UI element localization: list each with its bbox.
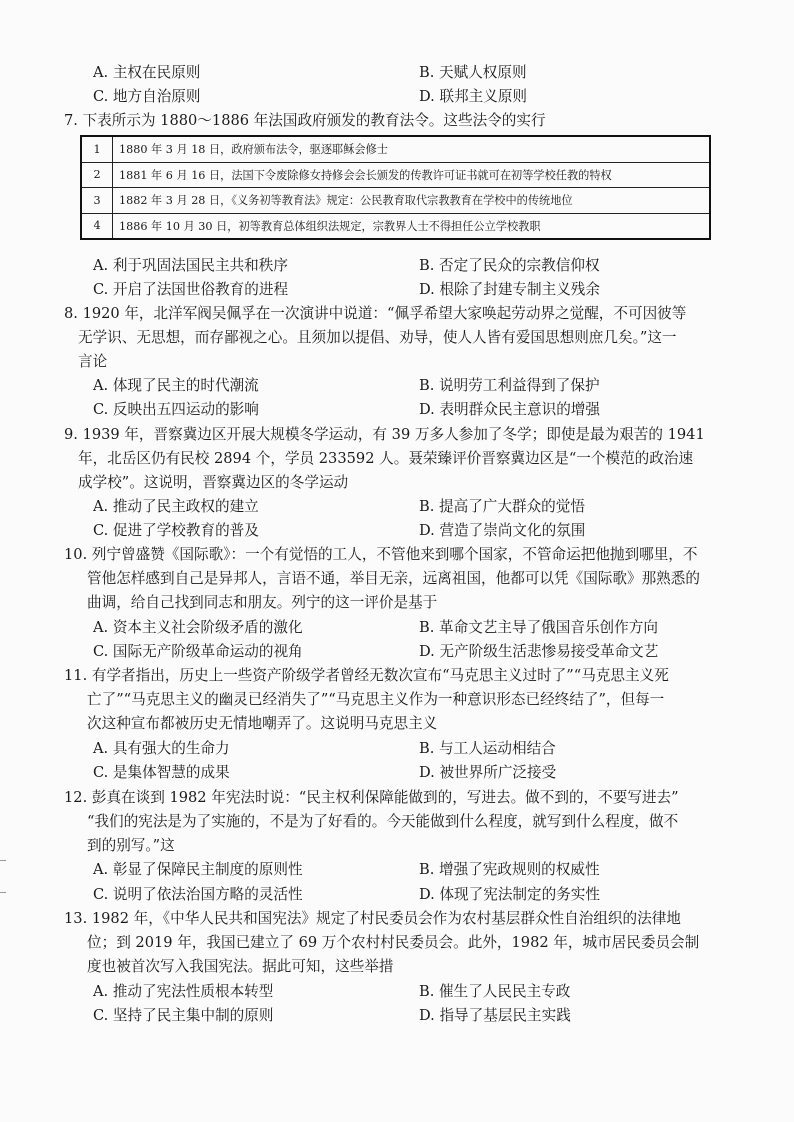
q9-stem-line2: 年，北岳区仍有民校 2894 个，学员 233592 人。聂荣臻评价晋察冀边区是“一个模范的政治速: [78, 450, 694, 467]
q8-option-c: C. 反映出五四运动的影响: [93, 401, 259, 418]
q6-option-c: C. 地方自治原则: [93, 88, 201, 105]
row-number: 3: [81, 188, 113, 214]
q9-option-d: D. 营造了崇尚文化的氛围: [419, 522, 586, 539]
q9-option-c: C. 促进了学校教育的普及: [93, 522, 259, 539]
q7-option-b: B. 否定了民众的宗教信仰权: [419, 257, 600, 274]
q8-option-d: D. 表明群众民主意识的增强: [419, 401, 600, 418]
row-number: 1: [81, 136, 113, 162]
q11-option-a: A. 具有强大的生命力: [93, 740, 230, 757]
q13-stem-line1: 13. 1982 年，《中华人民共和国宪法》规定了村民委员会作为农村基层群众性自治组织的法律地: [64, 910, 681, 927]
q10-stem-line2: 管他怎样感到自己是异邦人，言语不通，举目无亲，远离祖国，他都可以凭《国际歌》那熟悉的: [87, 570, 700, 587]
q10-stem-line3: 曲调，给自己找到同志和朋友。列宁的这一评价是基于: [87, 594, 438, 611]
q13-option-d: D. 指导了基层民主实践: [419, 1007, 571, 1024]
q10-option-b: B. 革命文艺主导了俄国音乐创作方向: [419, 619, 658, 636]
q8-stem-line1: 8. 1920 年，北洋军阀吴佩孚在一次演讲中说道：“佩孚希望大家唤起劳动界之觉醒，不可因彼等: [64, 305, 687, 322]
q11-option-b: B. 与工人运动相结合: [419, 740, 556, 757]
q7-stem: 7. 下表所示为 1880～1886 年法国政府颁发的教育法令。这些法令的实行: [64, 112, 546, 129]
table-row: [81, 213, 710, 239]
q6-option-a: A. 主权在民原则: [93, 64, 201, 81]
q10-option-a: A. 资本主义社会阶级矛盾的激化: [93, 619, 303, 636]
q13-option-c: C. 坚持了民主集中制的原则: [93, 1007, 274, 1024]
q8-stem-line2: 无学识、无思想，而存鄙视之心。且须加以提倡、劝导，使人人皆有爱国思想则庶几矣。”这一: [78, 329, 677, 346]
q12-option-b: B. 增强了宪政规则的权威性: [419, 861, 600, 878]
table-row: [81, 188, 710, 214]
q12-option-a: A. 彰显了保障民主制度的原则性: [93, 861, 303, 878]
q12-stem-line1: 12. 彭真在谈到 1982 年宪法时说：“民主权利保障能做到的，写进去。做不到的，不要写进去”: [64, 789, 679, 806]
q13-option-a: A. 推动了宪法性质根本转型: [93, 983, 274, 1000]
q8-option-b: B. 说明劳工利益得到了保护: [419, 377, 600, 394]
table-row: [81, 162, 710, 188]
q10-stem-line1: 10. 列宁曾盛赞《国际歌》：一个有觉悟的工人，不管他来到哪个国家，不管命运把他抛到哪里，不: [64, 546, 698, 563]
q12-stem-line3: 到的别写。”这: [87, 837, 175, 854]
q10-option-c: C. 国际无产阶级革命运动的视角: [93, 643, 303, 660]
q12-stem-line2: “我们的宪法是为了实施的，不是为了好看的。今天能做到什么程度，就写到什么程度，做不: [87, 813, 679, 830]
q9-stem-line3: 成学校”。这说明，晋察冀边区的冬学运动: [78, 474, 349, 491]
q10-option-d: D. 无产阶级生活悲惨易接受革命文艺: [419, 643, 659, 660]
q11-stem-line1: 11. 有学者指出，历史上一些资产阶级学者曾经无数次宣布“马克思主义过时了”“马克思主义死: [64, 667, 669, 684]
q9-option-b: B. 提高了广大群众的觉悟: [419, 498, 585, 515]
row-number: 2: [81, 162, 113, 188]
row-text: 1886 年 10 月 30 日，初等教育总体组织法规定，宗教界人士不得担任公立学校教职: [113, 213, 711, 239]
scan-mark: [0, 860, 6, 861]
q13-stem-line2: 位；到 2019 年，我国已建立了 69 万个农村村民委员会。此外，1982 年，城市居民委员会制: [87, 934, 700, 951]
q6-option-d: D. 联邦主义原则: [419, 88, 528, 105]
q8-stem-line3: 言论: [78, 353, 108, 370]
q6-option-b: B. 天赋人权原则: [419, 64, 527, 81]
q7-option-c: C. 开启了法国世俗教育的进程: [93, 281, 289, 298]
row-text: 1881 年 6 月 16 日，法国下令废除修女持修会会长颁发的传教许可证书就可在初等学校任教的特权: [113, 162, 711, 188]
q12-option-c: C. 说明了依法治国方略的灵活性: [93, 886, 303, 903]
edu-decree-table: [80, 135, 711, 240]
q11-stem-line3: 次这种宣布都被历史无情地嘲弄了。这说明马克思主义: [87, 715, 438, 732]
q12-option-d: D. 体现了宪法制定的务实性: [419, 886, 600, 903]
q11-stem-line2: 亡了”“马克思主义的幽灵已经消失了”“马克思主义作为一种意识形态已经终结了”，但每一: [87, 691, 665, 708]
q11-option-c: C. 是集体智慧的成果: [93, 764, 230, 781]
table-row: [81, 136, 710, 162]
q9-stem-line1: 9. 1939 年，晋察冀边区开展大规模冬学运动，有 39 万多人参加了冬学；即使是最为艰苦的 1941: [64, 426, 705, 443]
q13-option-b: B. 催生了人民民主专政: [419, 983, 571, 1000]
row-text: 1882 年 3 月 28 日，《义务初等教育法》规定：公民教育取代宗教教育在学校中的传统地位: [113, 188, 711, 214]
q13-stem-line3: 度也被首次写入我国宪法。据此可知，这些举措: [87, 958, 394, 975]
row-number: 4: [81, 213, 113, 239]
row-text: 1880 年 3 月 18 日，政府颁布法令，驱逐耶稣会修士: [113, 136, 711, 162]
q8-option-a: A. 体现了民主的时代潮流: [93, 377, 259, 394]
q7-option-a: A. 利于巩固法国民主共和秩序: [93, 257, 288, 274]
q9-option-a: A. 推动了民主政权的建立: [93, 498, 259, 515]
q11-option-d: D. 被世界所广泛接受: [419, 764, 557, 781]
scan-mark: [0, 892, 6, 893]
q7-option-d: D. 根除了封建专制主义残余: [419, 281, 600, 298]
